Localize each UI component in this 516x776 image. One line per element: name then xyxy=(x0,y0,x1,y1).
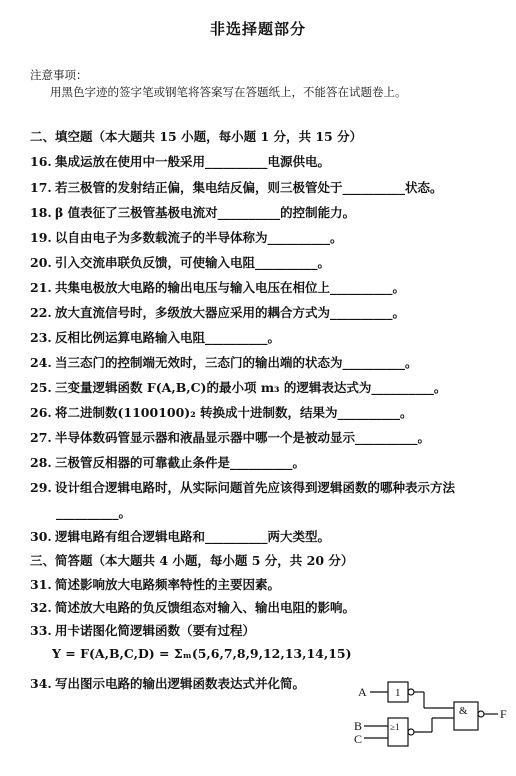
question-text: 将二进制数(1100100)₂ 转换成十进制数，结果为__________。 xyxy=(55,405,413,420)
question-text: 逻辑电路有组合逻辑电路和__________两大类型。 xyxy=(55,529,331,544)
section-2-heading: 二、填空题（本大题共 15 小题，每小题 1 分，共 15 分） xyxy=(30,129,363,144)
question-text: 简述放大电路的负反馈组态对输入、输出电阻的影响。 xyxy=(55,600,356,615)
question-text: 以自由电子为多数载流子的半导体称为__________。 xyxy=(55,230,343,245)
question-text: 三变量逻辑函数 F(A,B,C)的最小项 m₃ 的逻辑表达式为__________。 xyxy=(55,380,447,395)
question-19 xyxy=(30,228,343,246)
question-16 xyxy=(30,152,330,170)
question-number: 17. xyxy=(30,180,52,195)
question-18 xyxy=(30,203,355,221)
question-text: 简述影响放大电路频率特性的主要因素。 xyxy=(55,577,281,592)
question-text: 引入交流串联负反馈，可使输入电阻__________。 xyxy=(55,255,331,270)
not-gate-label: 1 xyxy=(395,687,401,699)
or-gate-label: ≥1 xyxy=(390,722,400,732)
question-number: 25. xyxy=(30,380,52,395)
question-text: 三极管反相器的可靠截止条件是__________。 xyxy=(55,455,306,470)
question-text: 若三极管的发射结正偏，集电结反偏，则三极管处于__________状态。 xyxy=(55,180,443,195)
notice-heading: 注意事项： xyxy=(30,68,88,82)
question-number: 18. xyxy=(30,205,52,220)
question-number: 24. xyxy=(30,355,52,370)
question-22 xyxy=(30,303,405,321)
question-number: 22. xyxy=(30,305,52,320)
question-28 xyxy=(30,453,305,471)
question-number: 29. xyxy=(30,480,52,495)
question-number: 27. xyxy=(30,430,52,445)
label-a: A xyxy=(358,685,367,699)
and-gate-bubble xyxy=(478,711,484,717)
question-number: 26. xyxy=(30,405,52,420)
question-21 xyxy=(30,278,405,296)
question-29 xyxy=(30,478,455,496)
question-text: 集成运放在使用中一般采用__________电源供电。 xyxy=(55,154,331,169)
question-24 xyxy=(30,353,418,371)
question-number: 19. xyxy=(30,230,52,245)
question-number: 30. xyxy=(30,529,52,544)
question-text: 反相比例运算电路输入电阻__________。 xyxy=(55,330,281,345)
question-32 xyxy=(30,598,355,616)
question-27 xyxy=(30,428,430,446)
question-text: 放大直流信号时，多级放大器应采用的耦合方式为__________。 xyxy=(55,305,406,320)
logic-circuit-diagram xyxy=(352,676,512,768)
question-text: β 值表征了三极管基极电流对__________的控制能力。 xyxy=(55,205,356,220)
question-33 xyxy=(30,621,255,639)
not-gate-bubble xyxy=(408,689,414,695)
question-20 xyxy=(30,253,330,271)
question-number: 16. xyxy=(30,154,52,169)
notice-text: 用黑色字迹的签字笔或钢笔将答案写在答题纸上，不能答在试题卷上。 xyxy=(50,85,407,99)
label-c: C xyxy=(354,732,363,746)
question-number: 31. xyxy=(30,577,52,592)
label-f: F xyxy=(500,707,507,721)
page-title: 非选择题部分 xyxy=(209,20,306,38)
question-number: 23. xyxy=(30,330,52,345)
question-25 xyxy=(30,378,446,396)
question-17 xyxy=(30,178,443,196)
question-text: 半导体数码管显示器和液晶显示器中哪一个是被动显示__________。 xyxy=(55,430,431,445)
question-number: 34. xyxy=(30,676,52,691)
question-text: 当三态门的控制端无效时，三态门的输出端的状态为__________。 xyxy=(55,355,418,370)
question-30 xyxy=(30,527,330,545)
question-23 xyxy=(30,328,280,346)
question-number: 21. xyxy=(30,280,52,295)
section-3-heading: 三、简答题（本大题共 4 小题，每小题 5 分，共 20 分） xyxy=(30,553,354,568)
question-34 xyxy=(30,674,305,692)
and-gate-label: & xyxy=(459,705,468,717)
question-text: 设计组合逻辑电路时，从实际问题首先应该得到逻辑函数的哪种表示方法 xyxy=(55,480,456,495)
question-number: 20. xyxy=(30,255,52,270)
question-29-continuation: __________。 xyxy=(56,505,132,520)
question-number: 33. xyxy=(30,623,52,638)
or-gate-bubble xyxy=(408,729,414,735)
question-text: 用卡诺图化简逻辑函数（要有过程） xyxy=(55,623,256,638)
question-text: 写出图示电路的输出逻辑函数表达式并化简。 xyxy=(55,676,306,691)
label-b: B xyxy=(354,719,363,733)
question-number: 32. xyxy=(30,600,52,615)
karnaugh-formula: Y = F(A,B,C,D) = Σₘ(5,6,7,8,9,12,13,14,15) xyxy=(52,646,352,661)
question-31 xyxy=(30,575,280,593)
question-text: 共集电极放大电路的输出电压与输入电压在相位上__________。 xyxy=(55,280,406,295)
question-26 xyxy=(30,403,413,421)
question-number: 28. xyxy=(30,455,52,470)
